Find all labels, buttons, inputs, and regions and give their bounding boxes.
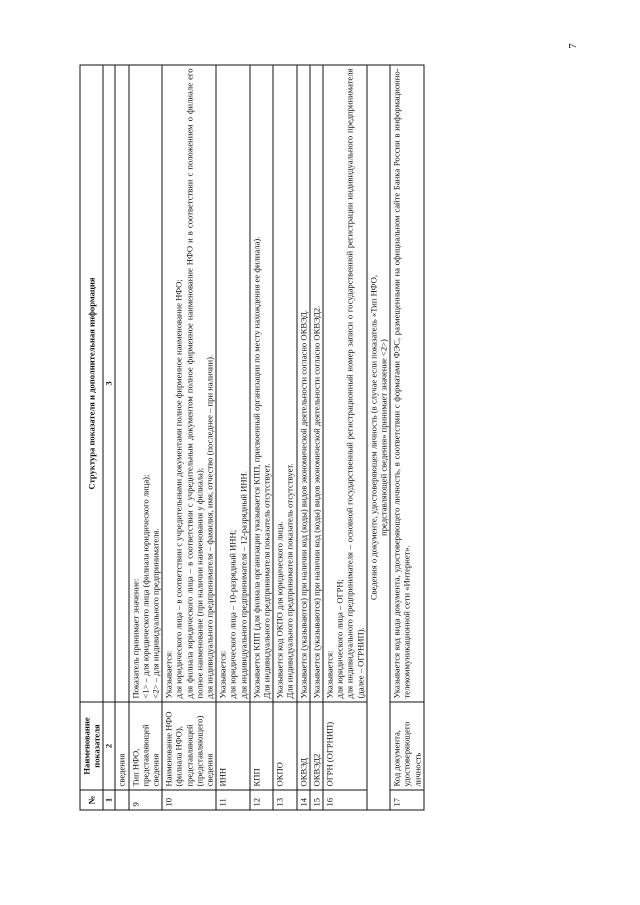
table-row bbox=[273, 65, 296, 810]
table-row bbox=[390, 65, 424, 810]
row-num bbox=[115, 790, 128, 810]
row-num: 15 bbox=[310, 790, 323, 810]
table-row bbox=[216, 65, 250, 810]
table-row bbox=[323, 65, 367, 810]
header-num: № bbox=[80, 790, 103, 810]
table-row bbox=[297, 65, 310, 810]
row-structure bbox=[310, 65, 323, 702]
section-row bbox=[367, 65, 390, 810]
row-num: 12 bbox=[250, 790, 273, 810]
structure-line: для индивидуального предпринимателя – фамилия, имя, отчество (последнее – при наличии). bbox=[204, 354, 215, 699]
structure-line: Указывается: bbox=[217, 650, 228, 699]
structure-line: Показатель принимает значение: bbox=[130, 578, 141, 699]
page-number: 7 bbox=[566, 43, 579, 49]
structure-line: Указывается: bbox=[163, 650, 174, 699]
structure-line: Для индивидуального предпринимателя показатель отсутствует. bbox=[284, 463, 295, 699]
structure-line: для юридического лица – ОГРН; bbox=[334, 579, 345, 699]
row-num: 14 bbox=[297, 790, 310, 810]
row-structure bbox=[162, 65, 216, 702]
table-row bbox=[162, 65, 216, 810]
row-structure bbox=[216, 65, 250, 702]
row-num: 16 bbox=[323, 790, 367, 810]
section-line: представляющей сведения» принимает значение <2>) bbox=[378, 339, 389, 536]
row-name: сведения bbox=[115, 702, 128, 790]
header-row bbox=[80, 65, 103, 810]
row-name: КПП bbox=[250, 702, 273, 790]
structure-line: Для индивидуального предпринимателя показатель отсутствует. bbox=[261, 463, 272, 699]
row-structure bbox=[250, 65, 273, 702]
row-structure bbox=[273, 65, 296, 702]
structure-line: Указывается код ОКПО для юридического лица. bbox=[274, 521, 285, 699]
table-row bbox=[310, 65, 323, 810]
row-name: Код документа, удостоверяющего личность bbox=[390, 702, 424, 790]
structure-line: Указывается код вида документа, удостоверяющего личность, в соответствии с форматами ФЭС, размещенными на официальном сайте Банка России в информационно-телекоммуникационной сети «Интернет». bbox=[391, 68, 412, 699]
structure-line: <2> – для индивидуального предпринимателя. bbox=[150, 528, 161, 699]
column-number: 1 bbox=[103, 790, 115, 810]
structure-line: для юридического лица – в соответствии с учредительными документами полное фирменное наименование НФО; bbox=[173, 279, 184, 699]
structure-line: Указывается (указываются) при наличии код (коды) видов экономической деятельности согласно ОКВЭД2. bbox=[311, 305, 322, 699]
section-title bbox=[367, 65, 390, 810]
structure-line: Указывается КПП (для филиала организации указывается КПП, присвоенный организации по месту нахождения ее филиала). bbox=[251, 236, 262, 699]
row-name: ОКВЭД bbox=[297, 702, 310, 790]
row-structure bbox=[390, 65, 424, 702]
structure-line: для филиала юридического лица – в соответствии с учредительным документом полное фирменное наименование НФО и в соответствии с положением о филиале его полное наименование (при наличии наименования у филиала); bbox=[184, 68, 205, 699]
indicator-table bbox=[80, 65, 425, 811]
rotated-page bbox=[80, 66, 562, 811]
row-structure bbox=[323, 65, 367, 702]
row-name: ОКВЭД2 bbox=[310, 702, 323, 790]
structure-line: Указывается: bbox=[324, 650, 335, 699]
row-num: 10 bbox=[162, 790, 216, 810]
row-structure bbox=[297, 65, 310, 702]
row-name: ОГРН (ОГРНИП) bbox=[323, 702, 367, 790]
column-number-row bbox=[103, 65, 115, 810]
row-num: 9 bbox=[129, 790, 163, 810]
row-structure bbox=[115, 65, 128, 702]
structure-line: для юридического лица – 10-разрядный ИНН; bbox=[227, 529, 238, 699]
row-structure bbox=[129, 65, 163, 702]
row-num: 17 bbox=[390, 790, 424, 810]
row-name: ИНН bbox=[216, 702, 250, 790]
structure-line: Указывается (указываются) при наличии код (коды) видов экономической деятельности согласно ОКВЭД. bbox=[298, 309, 309, 699]
structure-line: <1> – для юридического лица (филиала юридического лица); bbox=[140, 474, 151, 699]
structure-line: для индивидуального предпринимателя – основной государственный регистрационный номер записи о государственной регистрации индивидуального предпринимателя (далее – ОГРНИП). bbox=[344, 68, 366, 699]
row-name: Тип НФО, представляющей сведения bbox=[129, 702, 163, 790]
column-number: 2 bbox=[103, 702, 115, 790]
table-row bbox=[115, 65, 128, 810]
row-name: ОКПО bbox=[273, 702, 296, 790]
header-name: Наименование показателя bbox=[80, 702, 103, 790]
section-line: Сведения о документе, удостоверяющем личность (в случае если показатель «Тип НФО, bbox=[368, 274, 379, 601]
header-structure: Структура показателя и дополнительная информация bbox=[80, 65, 103, 702]
row-num: 11 bbox=[216, 790, 250, 810]
row-num: 13 bbox=[273, 790, 296, 810]
table-row bbox=[129, 65, 163, 810]
column-number: 3 bbox=[103, 65, 115, 702]
structure-line: для индивидуального предпринимателя – 12-разрядный ИНН. bbox=[238, 471, 249, 699]
table-row bbox=[250, 65, 273, 810]
row-name: Наименование НФО (филиала НФО), представляющей (представляющего) сведения bbox=[162, 702, 216, 790]
